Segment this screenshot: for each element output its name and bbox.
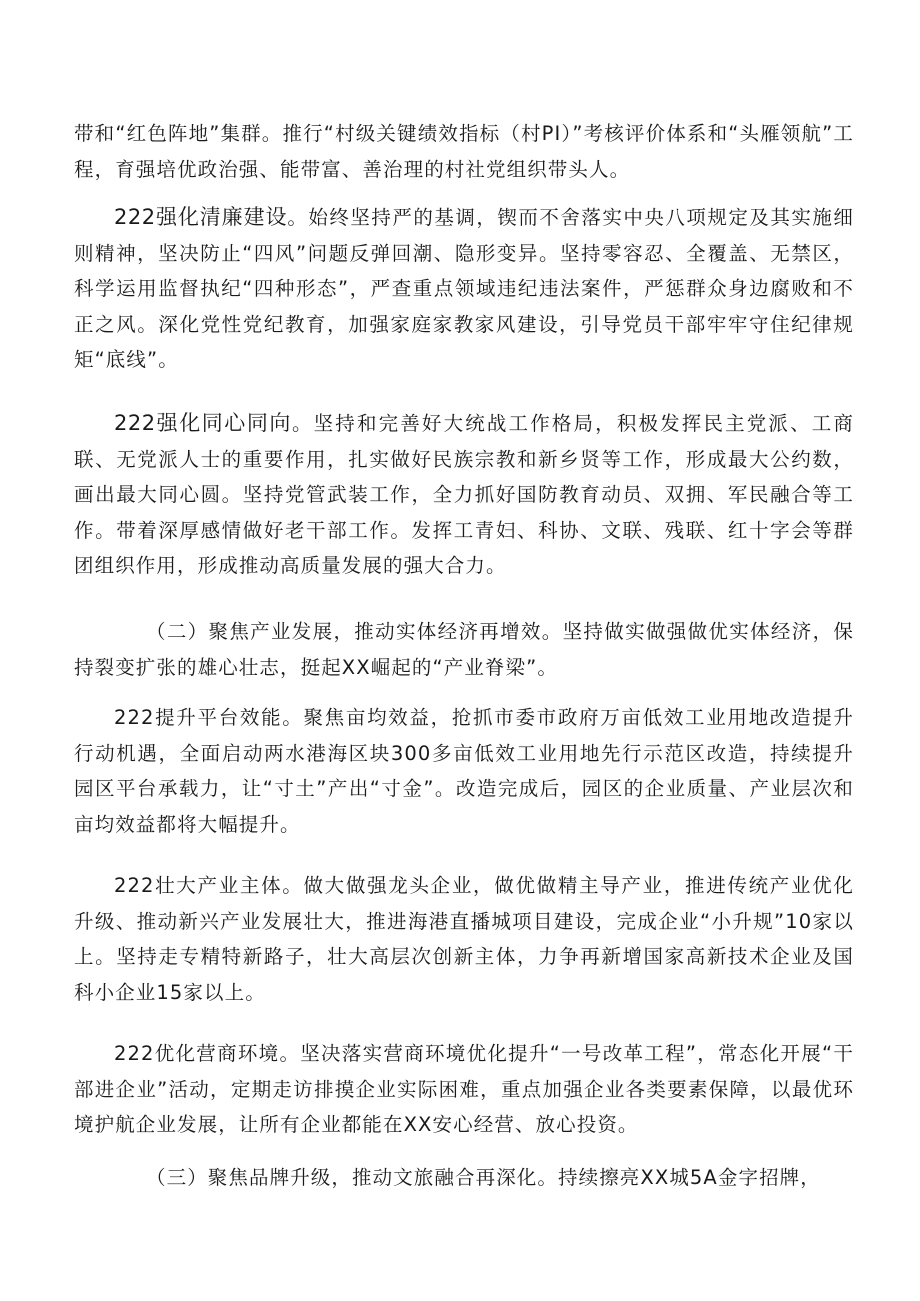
paragraph-6 [74, 868, 854, 1010]
paragraph-1 [74, 116, 854, 187]
paragraph-8 [74, 1160, 854, 1196]
paragraph-7 [74, 1036, 854, 1143]
paragraph-2 [74, 200, 854, 378]
paragraph-3-heading: 222强化同心同向 [114, 411, 292, 435]
paragraph-4 [74, 614, 854, 685]
paragraph-2-text: 。始终坚持严的基调，锲而不舍落实中央八项规定及其实施细则精神，坚决防止“四风”问题反弹回潮、隐形变异。坚持零容忍、全覆盖、无禁区，科学运用监督执纪“四种形态”，严查重点领域违纪违法案件，严惩群众身边腐败和不正之风。深化党性党纪教育，加强家庭家教家风建设，引导党员干部牢牢守住纪律规矩“底线”。 [74, 206, 854, 372]
paragraph-2-heading: 222强化清廉建设 [114, 205, 288, 229]
paragraph-8-text: （三）聚焦品牌升级，推动文旅融合再深化。持续擦亮XX城5A金字招牌， [146, 1166, 821, 1189]
paragraph-6-text: 222壮大产业主体。做大做强龙头企业，做优做精主导产业，推进传统产业优化升级、推动新兴产业发展壮大，推进海港直播城项目建设，完成企业“小升规”10家以上。坚持走专精特新路子，壮大高层次创新主体，力争再新增国家高新技术企业及国科小企业15家以上。 [74, 874, 854, 1004]
paragraph-5-text: 222提升平台效能。聚焦亩均效益，抢抓市委市政府万亩低效工业用地改造提升行动机遇，全面启动两水港海区块300多亩低效工业用地先行示范区改造，持续提升园区平台承载力，让“寸土”产出“寸金”。改造完成后，园区的企业质量、产业层次和亩均效益都将大幅提升。 [74, 706, 854, 836]
paragraph-1-text: 带和“红色阵地”集群。推行“村级关键绩效指标（村PI）”考核评价体系和“头雁领航”工程，育强培优政治强、能带富、善治理的村社党组织带头人。 [74, 122, 854, 181]
paragraph-5 [74, 700, 854, 842]
paragraph-3-text: 。坚持和完善好大统战工作格局，积极发挥民主党派、工商联、无党派人士的重要作用，扎实做好民族宗教和新乡贤等工作，形成最大公约数，画出最大同心圆。坚持党管武装工作，全力抓好国防教育动员、双拥、军民融合等工作。带着深厚感情做好老干部工作。发挥工青妇、科协、文联、残联、红十字会等群团组织作用，形成推动高质量发展的强大合力。 [74, 412, 854, 578]
paragraph-4-text: （二）聚焦产业发展，推动实体经济再增效。坚持做实做强做优实体经济，保持裂变扩张的雄心壮志，挺起XX崛起的“产业脊梁”。 [74, 620, 854, 679]
paragraph-3 [74, 406, 854, 584]
paragraph-7-text: 222优化营商环境。坚决落实营商环境优化提升“一号改革工程”，常态化开展“干部进企业”活动，定期走访排摸企业实际困难，重点加强企业各类要素保障，以最优环境护航企业发展，让所有企业都能在XX安心经营、放心投资。 [74, 1042, 854, 1137]
